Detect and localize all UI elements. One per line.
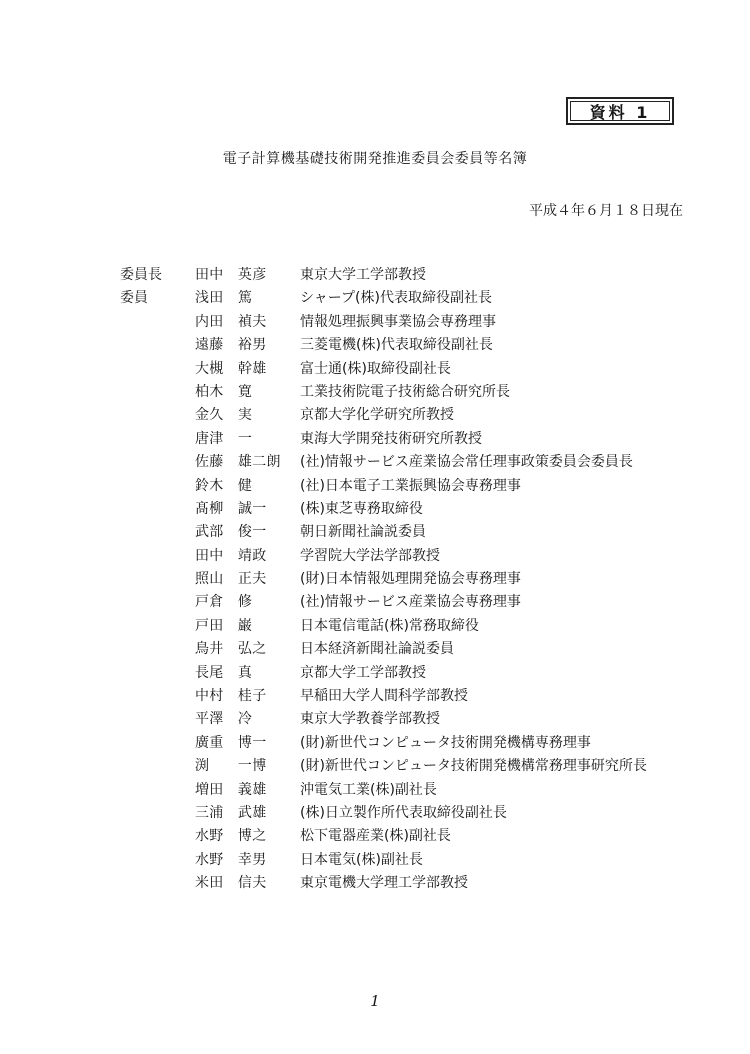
member-affiliation: 松下電器産業(株)副社長: [300, 828, 451, 845]
member-row: [120, 591, 720, 614]
member-affiliation: (財)日本情報処理開発協会専務理事: [300, 571, 521, 588]
member-name: 戸田 巌: [195, 617, 253, 634]
member-row: [120, 755, 720, 778]
member-row: [120, 428, 720, 451]
member-name: 田中 靖政: [195, 547, 267, 564]
member-affiliation: 朝日新聞社論説委員: [300, 524, 426, 541]
member-affiliation: 京都大学化学研究所教授: [300, 407, 454, 424]
member-name: 水野 博之: [195, 828, 267, 845]
member-affiliation: 東京大学教養学部教授: [300, 711, 440, 728]
member-row: [120, 732, 720, 755]
member-name: 髙柳 誠一: [195, 500, 267, 517]
member-name: 大槻 幹雄: [195, 360, 267, 377]
member-name: 唐津 一: [195, 430, 253, 447]
member-role: 委員長: [120, 267, 162, 283]
member-affiliation: 工業技術院電子技術総合研究所長: [300, 383, 510, 400]
member-row: [120, 521, 720, 544]
member-name: 戸倉 修: [195, 594, 253, 611]
page-number: 1: [370, 992, 380, 1010]
member-row: [120, 404, 720, 427]
member-affiliation: 東海大学開発技術研究所教授: [300, 430, 482, 447]
member-row: [120, 451, 720, 474]
member-name: 浅田 篤: [195, 290, 253, 307]
member-row: [120, 779, 720, 802]
member-row: [120, 334, 720, 357]
member-affiliation: (株)東芝専務取締役: [300, 500, 423, 517]
member-row: [120, 662, 720, 685]
member-affiliation: 東京大学工学部教授: [300, 267, 426, 283]
member-affiliation: 日本電気(株)副社長: [300, 851, 423, 868]
member-affiliation: 日本電信電話(株)常務取締役: [300, 617, 479, 634]
member-row: [120, 685, 720, 708]
member-affiliation: (株)日立製作所代表取締役副社長: [300, 804, 507, 821]
member-affiliation: 学習院大学法学部教授: [300, 547, 440, 564]
member-name: 佐藤 雄二朗: [195, 454, 281, 471]
member-row: [120, 311, 720, 334]
member-affiliation: 京都大学工学部教授: [300, 664, 426, 681]
member-name: 鈴木 健: [195, 477, 253, 494]
member-row: [120, 358, 720, 381]
member-affiliation: 三菱電機(株)代表取締役副社長: [300, 337, 493, 354]
member-affiliation: 東京電機大学理工学部教授: [300, 875, 468, 892]
member-name: 米田 信夫: [195, 875, 267, 892]
member-row: [120, 638, 720, 661]
member-row: [120, 872, 720, 895]
member-affiliation: (財)新世代コンピュータ技術開発機構専務理事: [300, 734, 591, 751]
member-name: 長尾 真: [195, 664, 253, 681]
member-affiliation: (社)情報サービス産業協会常任理事政策委員会委員長: [300, 454, 633, 471]
member-affiliation: 情報処理振興事業協会専務理事: [300, 313, 496, 330]
member-row: [120, 381, 720, 404]
member-name: 照山 正夫: [195, 571, 267, 588]
member-affiliation: 早稲田大学人間科学部教授: [300, 688, 468, 705]
member-row: [120, 568, 720, 591]
member-name: 田中 英彦: [195, 267, 267, 283]
member-name: 武部 俊一: [195, 524, 267, 541]
member-row: [120, 802, 720, 825]
member-row: [120, 615, 720, 638]
member-affiliation: シャープ(株)代表取締役副社長: [300, 290, 492, 307]
member-name: 廣重 博一: [195, 734, 267, 751]
member-name: 平澤 冷: [195, 711, 253, 728]
member-name: 三浦 武雄: [195, 804, 267, 821]
member-affiliation: (社)日本電子工業振興協会専務理事: [300, 477, 521, 494]
member-row: [120, 545, 720, 568]
member-list: [120, 264, 720, 896]
member-affiliation: 富士通(株)取締役副社長: [300, 360, 451, 377]
member-affiliation: 沖電気工業(株)副社長: [300, 781, 437, 798]
member-name: 渕 一博: [195, 758, 267, 775]
member-affiliation: (社)情報サービス産業協会専務理事: [300, 594, 521, 611]
member-row: [120, 708, 720, 731]
member-row: [120, 287, 720, 310]
member-name: 遠藤 裕男: [195, 337, 267, 354]
member-name: 中村 桂子: [195, 688, 267, 705]
member-name: 柏木 寛: [195, 383, 253, 400]
member-name: 鳥井 弘之: [195, 641, 267, 658]
member-name: 金久 実: [195, 407, 253, 424]
member-affiliation: (財)新世代コンピュータ技術開発機構常務理事研究所長: [300, 758, 647, 775]
as-of-date: 平成４年６月１８日現在: [529, 203, 683, 219]
document-title: 電子計算機基礎技術開発推進委員会委員等名簿: [222, 151, 528, 167]
member-row: [120, 849, 720, 872]
member-row: [120, 825, 720, 848]
member-name: 内田 禎夫: [195, 313, 267, 330]
member-name: 水野 幸男: [195, 851, 267, 868]
document-label: 資料 1: [566, 97, 674, 125]
member-role: 委員: [120, 290, 148, 307]
member-row: [120, 264, 720, 287]
member-affiliation: 日本経済新聞社論説委員: [300, 641, 454, 658]
member-name: 増田 義雄: [195, 781, 267, 798]
member-row: [120, 498, 720, 521]
member-row: [120, 475, 720, 498]
